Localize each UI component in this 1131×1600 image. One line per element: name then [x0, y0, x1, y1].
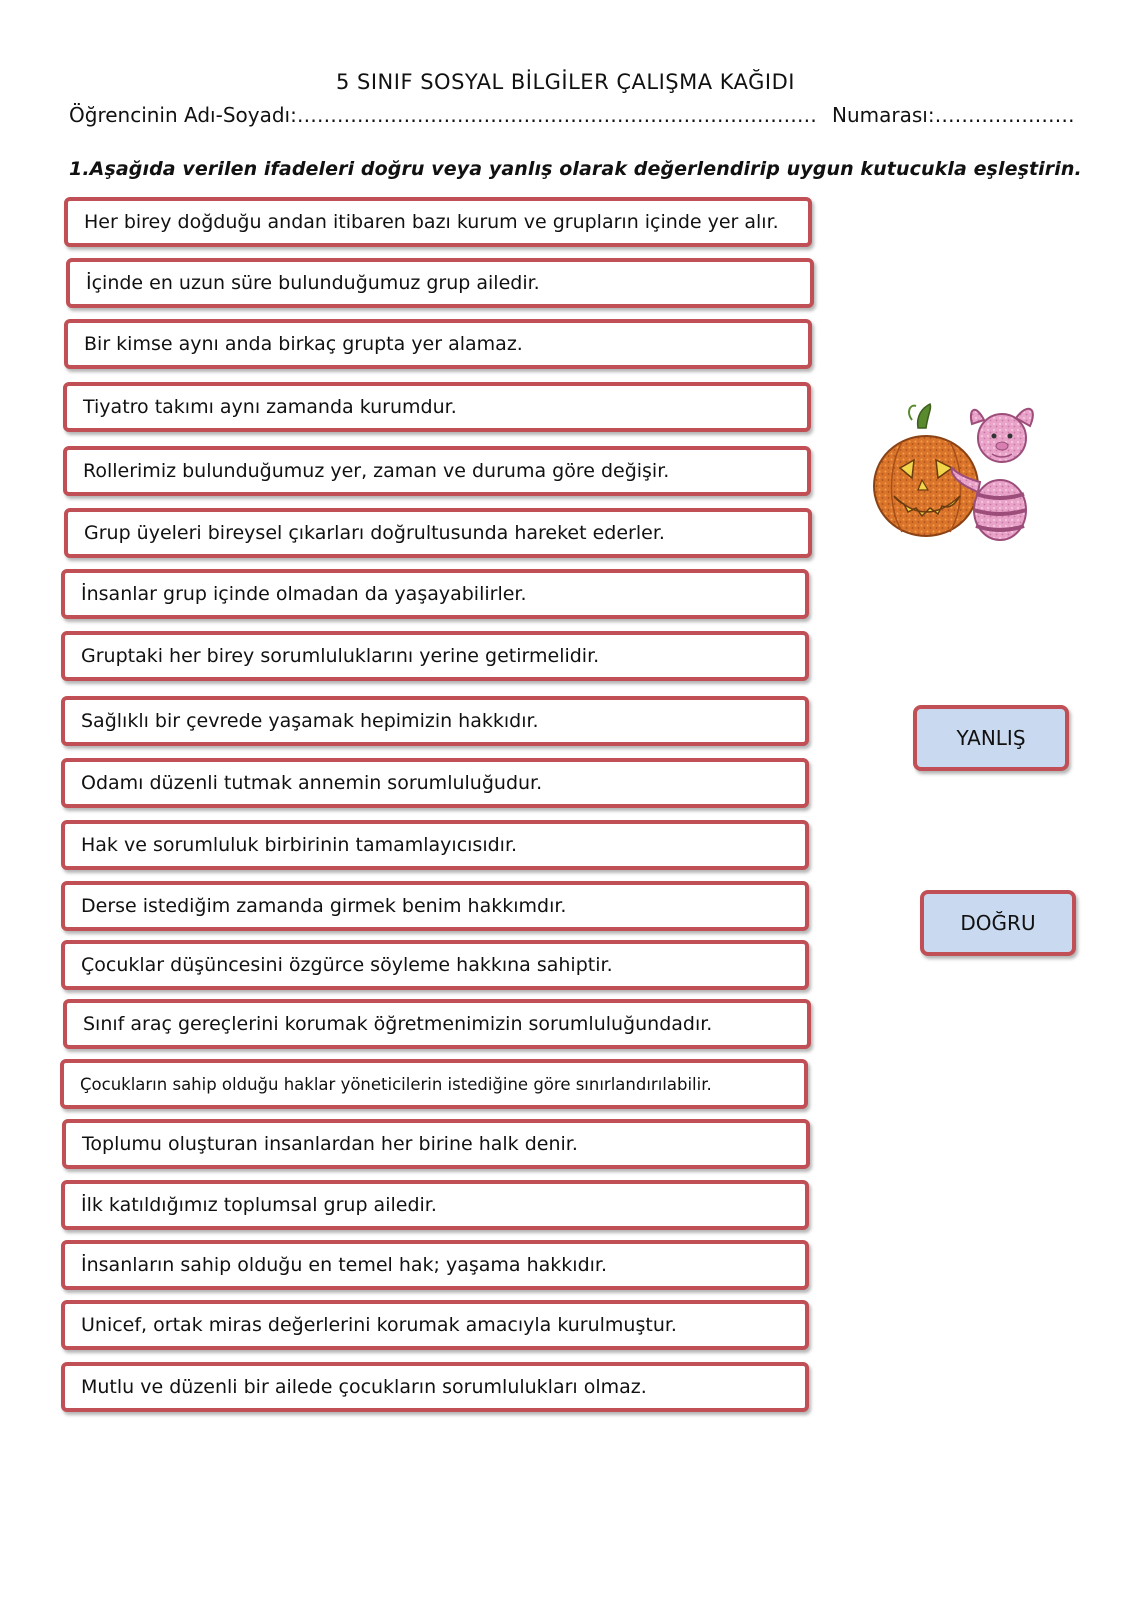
statement-box-8[interactable]: Gruptaki her birey sorumluluklarını yerine getirmelidir. — [61, 631, 809, 681]
pumpkin-piglet-illustration — [872, 398, 1042, 546]
answer-box-dogru[interactable]: DOĞRU — [920, 890, 1076, 956]
statement-box-19[interactable]: Unicef, ortak miras değerlerini korumak amacıyla kurulmuştur. — [61, 1300, 809, 1350]
student-number-field[interactable]: Numarası:………………… — [832, 103, 1075, 127]
statement-box-7[interactable]: İnsanlar grup içinde olmadan da yaşayabilirler. — [61, 569, 809, 619]
statement-box-3[interactable]: Bir kimse aynı anda birkaç grupta yer alamaz. — [64, 319, 812, 369]
statement-box-12[interactable]: Derse istediğim zamanda girmek benim hakkımdır. — [61, 881, 809, 931]
statement-box-11[interactable]: Hak ve sorumluluk birbirinin tamamlayıcısıdır. — [61, 820, 809, 870]
statement-box-9[interactable]: Sağlıklı bir çevrede yaşamak hepimizin hakkıdır. — [61, 696, 809, 746]
statement-box-2[interactable]: İçinde en uzun süre bulunduğumuz grup ailedir. — [66, 258, 814, 308]
statement-box-10[interactable]: Odamı düzenli tutmak annemin sorumluluğudur. — [61, 758, 809, 808]
statement-box-17[interactable]: İlk katıldığımız toplumsal grup ailedir. — [61, 1180, 809, 1230]
statement-box-16[interactable]: Toplumu oluşturan insanlardan her birine halk denir. — [62, 1119, 810, 1169]
statement-box-5[interactable]: Rollerimiz bulunduğumuz yer, zaman ve duruma göre değişir. — [63, 446, 811, 496]
statement-box-4[interactable]: Tiyatro takımı aynı zamanda kurumdur. — [63, 382, 811, 432]
answer-box-yanlis[interactable]: YANLIŞ — [913, 705, 1069, 771]
statement-box-20[interactable]: Mutlu ve düzenli bir ailede çocukların sorumlulukları olmaz. — [61, 1362, 809, 1412]
statement-box-13[interactable]: Çocuklar düşüncesini özgürce söyleme hakkına sahiptir. — [61, 940, 809, 990]
student-name-field[interactable]: Öğrencinin Adı-Soyadı:…………………………………………………………………… — [69, 103, 817, 127]
statement-box-1[interactable]: Her birey doğduğu andan itibaren bazı kurum ve grupların içinde yer alır. — [64, 197, 812, 247]
statement-box-18[interactable]: İnsanların sahip olduğu en temel hak; yaşama hakkıdır. — [61, 1240, 809, 1290]
page-title: 5 SINIF SOSYAL BİLGİLER ÇALIŞMA KAĞIDI — [336, 70, 795, 94]
statement-box-6[interactable]: Grup üyeleri bireysel çıkarları doğrultusunda hareket ederler. — [64, 508, 812, 558]
statement-box-15[interactable]: Çocukların sahip olduğu haklar yöneticilerin istediğine göre sınırlandırılabilir. — [60, 1059, 808, 1109]
instruction-text: 1.Aşağıda verilen ifadeleri doğru veya yanlış olarak değerlendirip uygun kutucukla eşleştirin. — [69, 158, 1082, 180]
statement-box-14[interactable]: Sınıf araç gereçlerini korumak öğretmenimizin sorumluluğundadır. — [63, 999, 811, 1049]
